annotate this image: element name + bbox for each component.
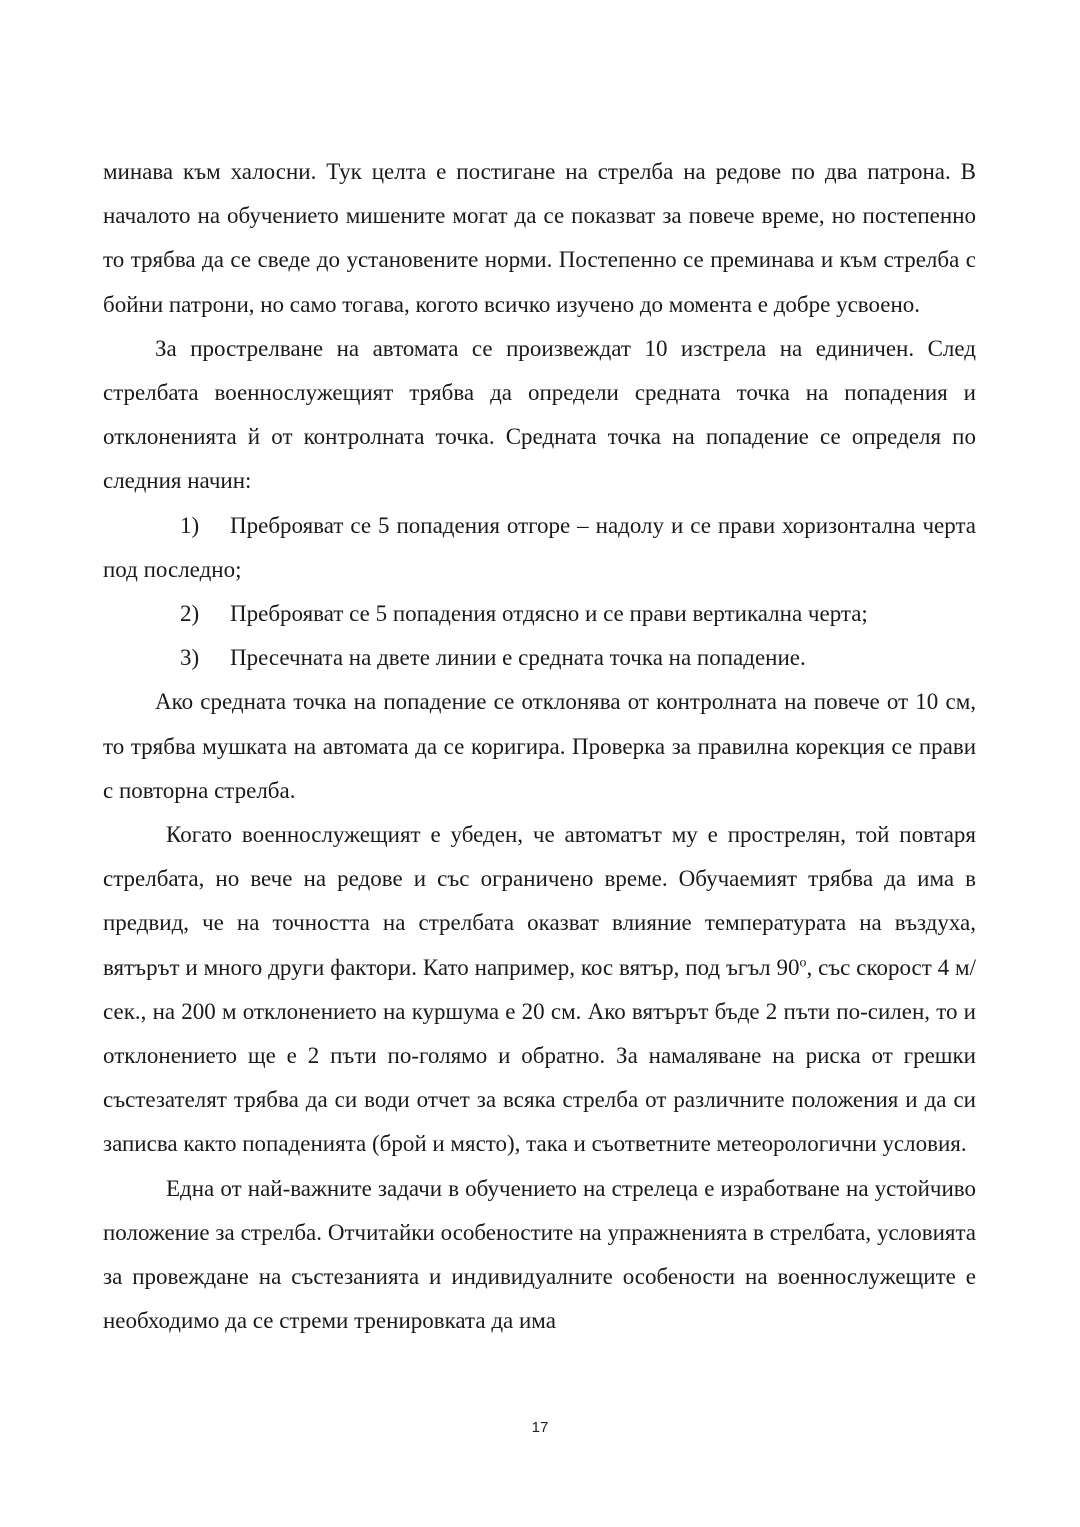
paragraph: Ако средната точка на попадение се отклонява от контролната на повече от 10 см, то трябва мушката на автомата да се коригира. Проверка за правилна корекция се прави с повторна стрелба. [103, 689, 976, 803]
paragraph-text: , със скорост 4 м/сек., на 200 м отклонението на куршума е 20 см. Ако вятърът бъде 2 пъти по-силен, то и отклонението ще е 2 пъти по-голямо и обратно. За намаляване на риска от грешки състезателят трябва да си води отчет за всяка стрелба от различните положения и да си записва както попаденията (брой и място), така и съответните метеорологични условия. [103, 954, 976, 1157]
list-item-text: Преброяват се 5 попадения отгоре – надолу и се прави хоризонтална черта под последно; [103, 512, 976, 582]
list-item-text: Пресечната на двете линии е средната точка на попадение. [230, 645, 806, 671]
document-body [103, 150, 976, 1343]
list-item-number: 3) [180, 645, 200, 671]
list-item [103, 636, 976, 680]
list-item [103, 592, 976, 636]
paragraph: минава към халосни. Тук целта е постигане на стрелба на редове по два патрона. В началото на обучението мишените могат да се показват за повече време, но постепенно то трябва да се сведе до установените норми. Постепенно се преминава и към стрелба с бойни патрони, но само тогава, когото всичко изучено до момента е добре усвоено. [103, 159, 976, 317]
paragraph: Една от най-важните задачи в обучението на стрелеца е изработване на устойчиво положение за стрелба. Отчитайки особеностите на упражненията в стрелбата, условията за провеждане на състезанията и индивидуалните особености на военнослужещите е необходимо да се стреми тренировката да има [103, 1175, 976, 1334]
paragraph [103, 813, 976, 1167]
degree-superscript: о [799, 954, 807, 969]
list-item-text: Преброяват се 5 попадения отдясно и се прави вертикална черта; [230, 601, 868, 627]
page-number: 17 [531, 1419, 549, 1436]
list-item [103, 504, 976, 592]
paragraph: За прострелване на автомата се произвеждат 10 изстрела на единичен. След стрелбата военнослужещият трябва да определи средната точка на попадения и отклоненията й от контролната точка. Средната точка на попадение се определя по следния начин: [103, 335, 976, 494]
list-item-number: 1) [180, 512, 200, 538]
list-item-number: 2) [180, 601, 200, 627]
paragraph-text: Когато военнослужещият е убеден, че автоматът му е прострелян, той повтаря стрелбата, но вече на редове и със ограничено време. Обучаемият трябва да има в предвид, че на точността на стрелбата оказват влияние температурата на въздуха, вятърът и много други фактори. Като например, кос вятър, под ъгъл 90 [103, 822, 976, 980]
